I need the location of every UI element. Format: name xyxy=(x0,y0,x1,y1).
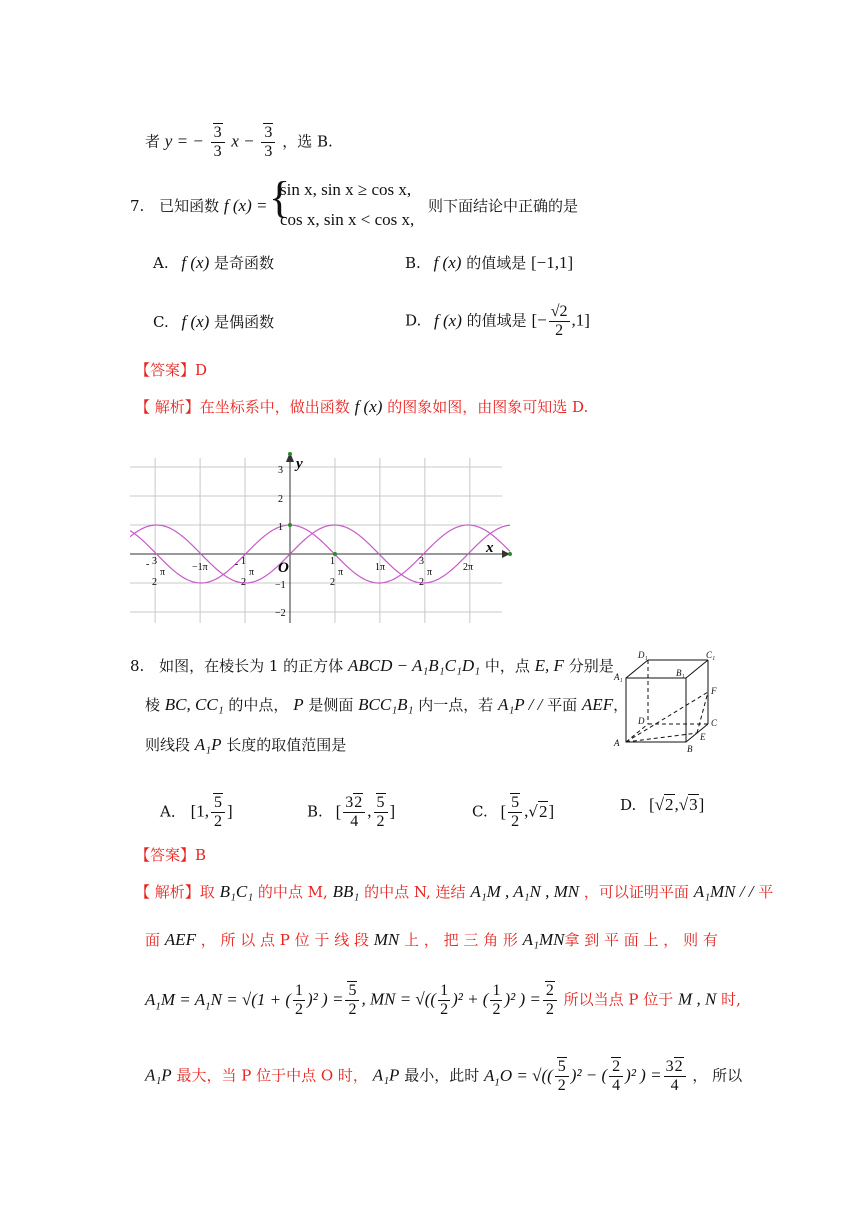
text: 面 xyxy=(145,931,161,949)
q8-line-1 xyxy=(130,656,614,676)
cube-label: B₁ xyxy=(676,668,685,678)
origin-label: O xyxy=(278,560,289,576)
point-marker xyxy=(288,523,292,527)
fraction: $\frac{3}{3}$ xyxy=(211,124,225,161)
tick-pi: π xyxy=(338,567,344,578)
equation-3: $A_1O$ = √(( xyxy=(483,1065,553,1088)
option-label: B. xyxy=(405,254,421,272)
q8-option-a: A． [1, $\frac{5}{2}$ ] xyxy=(160,794,233,830)
option-math: [ xyxy=(335,801,342,821)
q8-analysis-line-1 xyxy=(135,882,773,902)
tick-pi: π xyxy=(427,567,433,578)
text: 长度的取值范围是 xyxy=(226,736,347,754)
tick-num: 3 xyxy=(152,556,157,567)
tick-sign: - xyxy=(146,559,150,570)
text: 的中点， xyxy=(228,696,289,714)
fraction: $\frac{2}{4}$ xyxy=(609,1058,623,1095)
q7-option-b xyxy=(405,252,573,274)
q7-option-a xyxy=(153,252,274,274)
math: A₁MN / / xyxy=(693,882,754,901)
hidden-edges xyxy=(626,660,708,742)
q7-option-d xyxy=(405,303,590,340)
cube-figure xyxy=(610,648,730,760)
text: 内一点，若 xyxy=(418,696,494,714)
x-tick-label: 1π xyxy=(375,562,386,573)
fraction: $\frac{5}{2}$ xyxy=(555,1058,569,1095)
text: 拿 到 平 面 上 ， 则 有 xyxy=(564,931,718,949)
text: 上 ， 把 三 角 形 xyxy=(404,931,518,949)
q7-option-c xyxy=(153,311,274,333)
prev-answer-line xyxy=(145,124,333,161)
math: ABCD − A₁B₁C₁D₁ xyxy=(347,656,481,675)
option-label: C. xyxy=(153,313,169,331)
tick-num: 1 xyxy=(330,556,335,567)
fraction: $\frac{3}{3}$ xyxy=(261,124,275,161)
text: ， 所 以 点 P 位 于 线 段 xyxy=(200,931,369,949)
text: 平 xyxy=(758,883,774,901)
grid xyxy=(130,458,502,623)
q8-line-3 xyxy=(145,735,346,755)
case-1: sin x, sin x ≥ cos x, xyxy=(280,180,412,199)
math: A₁P / / xyxy=(498,695,543,714)
option-text: 是奇函数 xyxy=(214,254,275,272)
fraction: $\frac{5}{2}$ xyxy=(345,982,359,1019)
option-label: A. xyxy=(153,254,169,272)
tick-den: 2 xyxy=(152,577,157,588)
text: 中，点 xyxy=(484,657,530,675)
analysis-tag: 【 解析】 xyxy=(135,883,200,901)
y-tick-label: 3 xyxy=(278,465,283,476)
text: 的中点 M, xyxy=(257,883,328,901)
math: A₁MN xyxy=(522,930,565,949)
fraction: $\frac{5}{2}$ xyxy=(211,794,225,831)
q8-option-c: C. [ $\frac{5}{2}$ ,√2] xyxy=(472,794,555,830)
text: 在坐标系中，做出函数 xyxy=(199,398,350,416)
x-axis-label: x xyxy=(486,540,494,556)
q8-analysis-line-3: $A_1M = A_1N = √(1$ + ( $\frac{1}{2}$ )² ) = $\frac{5}{2}$ , MN = √(( $\frac{1}{2}$ )² + ( $\frac{1}{2}$ )² ) = $\frac{2}{2}$ 所以当点 P 位于 M , N 时, xyxy=(145,982,741,1018)
brace: { xyxy=(269,173,291,222)
text: 平面 xyxy=(547,696,578,714)
text: ，选 B. xyxy=(282,132,333,151)
cube-label: E xyxy=(700,732,706,742)
text: 棱 xyxy=(145,696,161,714)
cube-label: A₁ xyxy=(614,672,623,682)
q8-option-b: B. [ $\frac{32}{4}$ , $\frac{5}{2}$ ] xyxy=(307,794,396,830)
cube-label: C xyxy=(711,718,718,728)
option-label: D. xyxy=(405,311,422,330)
math: f (x) xyxy=(434,310,462,330)
text: 最小，此时 xyxy=(404,1066,480,1085)
fraction: $\frac{1}{2}$ xyxy=(295,982,304,1018)
tick-num: 3 xyxy=(419,556,424,567)
tick-sign: - xyxy=(235,559,239,570)
cube-edges xyxy=(626,660,708,742)
cube-label: D₁ xyxy=(638,650,648,660)
q8-line-2 xyxy=(145,695,628,715)
text: 所以当点 P 位于 xyxy=(563,990,674,1009)
text: 时, xyxy=(721,990,741,1009)
y-axis-label: y xyxy=(296,456,303,472)
math: f (x) xyxy=(181,253,210,272)
fraction: $\frac{√2}{2}$ xyxy=(550,303,568,339)
text: 的中点 N, 连结 xyxy=(364,883,466,901)
q7-analysis xyxy=(135,397,588,417)
q8-option-d xyxy=(620,794,704,816)
tick-den: 2 xyxy=(330,577,335,588)
math: BB₁ xyxy=(332,882,360,901)
answer-tag: 【答案】 xyxy=(135,361,196,379)
math: B₁C₁ xyxy=(219,882,254,901)
math: A₁M , A₁N , MN xyxy=(470,882,580,901)
option-label: C. xyxy=(472,802,488,821)
math: MN xyxy=(373,930,400,949)
math: E, F xyxy=(534,656,564,675)
y-tick-label: −2 xyxy=(275,608,286,619)
fraction: $\frac{1}{2}$ xyxy=(440,982,449,1018)
option-text: 的值域是 xyxy=(466,311,527,330)
fraction: $\frac{32}{4}$ xyxy=(664,1058,686,1095)
math: f (x) xyxy=(181,312,210,331)
option-math: [1, xyxy=(190,801,210,821)
range: [−1,1] xyxy=(531,253,574,272)
math: BCC₁B₁ xyxy=(358,695,414,714)
tick-pi: π xyxy=(249,567,255,578)
text: ， 所以 xyxy=(692,1066,743,1085)
axis-point xyxy=(288,452,292,456)
q8-answer xyxy=(135,845,206,865)
text: 已知函数 xyxy=(159,197,220,215)
text: 者 xyxy=(145,132,161,151)
option-text: 的值域是 xyxy=(466,254,527,272)
q8-analysis-line-4: A₁P 最大，当 P 位于中点 O 时， A₁P 最小，此时 $A_1O$ = √(( $\frac{5}{2}$ )² − ( $\frac{2}{4}$ )² ) = $\frac{32}{4}$ ， 所以 xyxy=(145,1058,743,1094)
math: f (x) xyxy=(433,253,462,272)
cube-label: F xyxy=(711,686,717,696)
text: 分别是 xyxy=(568,657,614,675)
tick-den: 2 xyxy=(241,577,246,588)
fraction: $\frac{5}{2}$ xyxy=(374,794,388,831)
analysis-tag: 【 解析】 xyxy=(135,398,200,416)
y-tick-label: 1 xyxy=(278,522,283,533)
answer-value: D xyxy=(195,361,208,379)
fraction: $\frac{2}{2}$ xyxy=(543,982,557,1019)
range-open: [− xyxy=(531,310,547,330)
cube-label: C₁ xyxy=(706,650,716,660)
math: A₁P xyxy=(145,1065,172,1085)
cube-label: B xyxy=(687,744,693,754)
math: f (x) xyxy=(354,397,383,416)
text: 则线段 xyxy=(145,736,191,754)
math: AEF xyxy=(164,930,196,949)
fraction: $\frac{32}{4}$ xyxy=(343,794,365,831)
math-eq: y = − xyxy=(164,131,204,151)
option-math: [ xyxy=(500,801,507,821)
axis-point xyxy=(508,552,512,556)
option-math: [√2,√3] xyxy=(649,795,705,814)
range-close: ,1] xyxy=(571,310,590,330)
text: 则下面结论中正确的是 xyxy=(428,197,579,215)
tick-den: 2 xyxy=(419,577,424,588)
question-number: 8. xyxy=(130,657,145,675)
cube-label: D xyxy=(638,716,645,726)
y-tick-label: −1 xyxy=(275,580,286,591)
answer-tag: 【答案】 xyxy=(135,846,196,864)
text: ， xyxy=(613,696,629,714)
option-text: 是偶函数 xyxy=(214,313,275,331)
math: BC, CC₁ xyxy=(164,695,224,714)
function-graph xyxy=(130,448,515,623)
text: 是侧面 xyxy=(308,696,354,714)
fraction: $\frac{1}{2}$ xyxy=(492,982,501,1018)
question-number: 7. xyxy=(130,197,145,215)
text: 如图，在棱长为 1 的正方体 xyxy=(159,657,344,675)
case-2: cos x, sin x < cos x, xyxy=(280,210,415,229)
fraction: $\frac{5}{2}$ xyxy=(508,794,522,831)
q7-stem xyxy=(130,196,267,216)
cube-label: A xyxy=(614,738,620,748)
math: A₁P xyxy=(194,735,222,754)
math: AEF xyxy=(581,695,614,714)
math-fx: f (x) = xyxy=(223,196,268,215)
option-label: B. xyxy=(307,802,323,821)
math: P xyxy=(293,695,304,714)
option-label: D. xyxy=(620,796,637,814)
answer-value: B xyxy=(195,846,207,864)
equation-1: $A_1M = A_1N = √(1$ + ( xyxy=(145,989,292,1012)
math: A₁P xyxy=(372,1065,400,1085)
option-label: A． xyxy=(160,802,186,821)
tick-pi: π xyxy=(160,567,166,578)
math-x: x − xyxy=(231,131,255,151)
x-tick-label: 2π xyxy=(463,562,474,573)
text: 取 xyxy=(199,883,215,901)
math: M , N xyxy=(678,989,717,1009)
q8-analysis-line-2 xyxy=(145,930,718,950)
text: 最大，当 P 位于中点 O 时， xyxy=(176,1066,368,1085)
y-tick-label: 2 xyxy=(278,494,283,505)
text: 的图象如图，由图象可知选 D. xyxy=(387,398,589,416)
q7-answer xyxy=(135,360,207,380)
x-tick-label: −1π xyxy=(192,562,208,573)
text: ，可以证明平面 xyxy=(583,883,689,901)
tick-num: 1 xyxy=(241,556,246,567)
